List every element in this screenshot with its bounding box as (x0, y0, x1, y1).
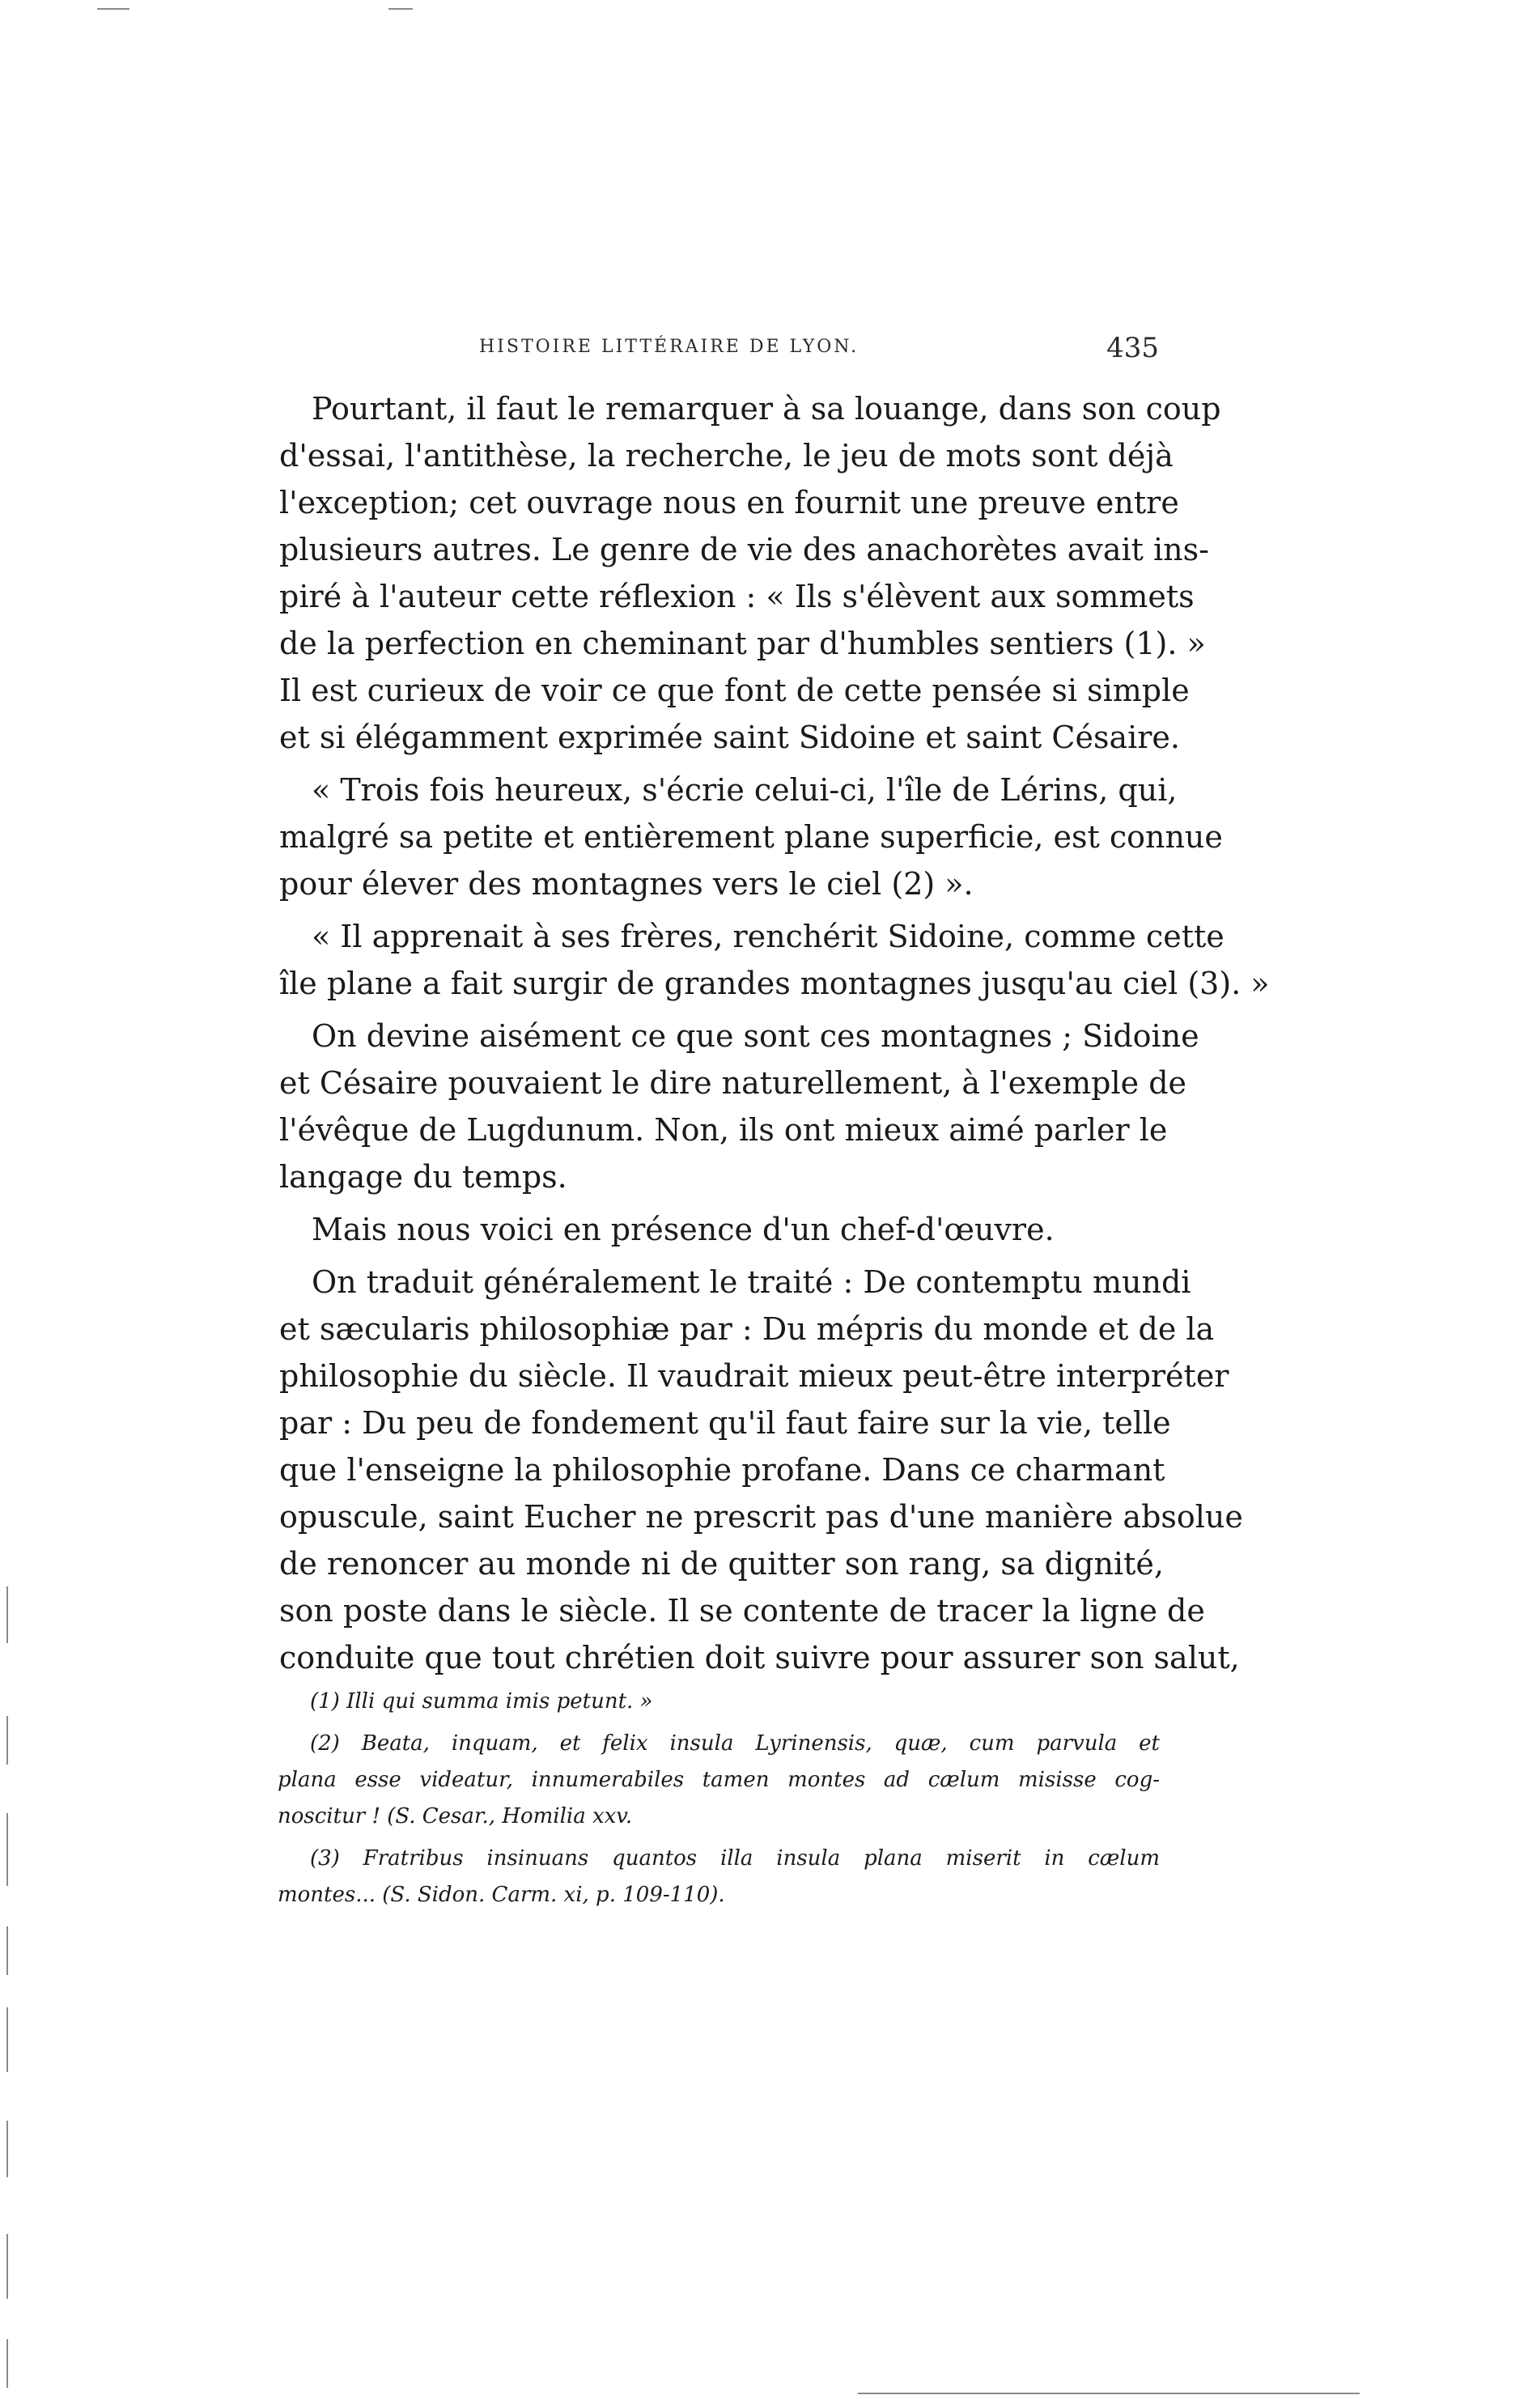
page-header (479, 332, 1159, 372)
text-line: l'exception; cet ouvrage nous en fournit une preuve entre (279, 485, 1179, 520)
scan-edge-mark (858, 2393, 1360, 2394)
footnote-line: (3) Fratribus insinuans quantos illa insula plana miserit in cælum (310, 1846, 1160, 1871)
text-line: île plane a fait surgir de grandes montagnes jusqu'au ciel (3). » (279, 966, 1270, 1001)
text-line: d'essai, l'antithèse, la recherche, le jeu de mots sont déjà (279, 438, 1174, 474)
footnotes (278, 1684, 1160, 1913)
scan-edge-mark (388, 8, 413, 10)
scan-edge-mark (6, 2007, 8, 2072)
text-line: pour élever des montagnes vers le ciel (2) ». (279, 866, 974, 902)
text-line: Mais nous voici en présence d'un chef-d'œuvre. (312, 1212, 1055, 1247)
text-line: malgré sa petite et entièrement plane superficie, est connue (279, 819, 1223, 855)
text-line: l'évêque de Lugdunum. Non, ils ont mieux aimé parler le (279, 1112, 1168, 1148)
text-line: Pourtant, il faut le remarquer à sa louange, dans son coup (312, 391, 1221, 427)
text-line: de renoncer au monde ni de quitter son rang, sa dignité, (279, 1546, 1164, 1582)
footnote-line: montes... (S. Sidon. Carm. xi, p. 109-110). (278, 1883, 725, 1907)
text-line: Il est curieux de voir ce que font de cette pensée si simple (279, 673, 1190, 708)
footnote-line: plana esse videatur, innumerabiles tamen montes ad cælum misisse cog- (278, 1768, 1160, 1792)
footnote-line: (2) Beata, inquam, et felix insula Lyrinensis, quæ, cum parvula et (310, 1731, 1160, 1756)
scan-edge-mark (6, 2121, 8, 2177)
text-line: et sæcularis philosophiæ par : Du mépris du monde et de la (279, 1311, 1215, 1347)
body-text (279, 385, 1270, 1681)
text-line: et si élégamment exprimée saint Sidoine et saint Césaire. (279, 720, 1181, 755)
text-line: philosophie du siècle. Il vaudrait mieux peut-être interpréter (279, 1358, 1229, 1394)
text-line: « Il apprenait à ses frères, renchérit Sidoine, comme cette (312, 919, 1225, 954)
scan-edge-mark (6, 1926, 8, 1975)
text-line: et Césaire pouvaient le dire naturellement, à l'exemple de (279, 1065, 1187, 1101)
text-line: son poste dans le siècle. Il se contente de tracer la ligne de (279, 1593, 1205, 1629)
text-line: de la perfection en cheminant par d'humbles sentiers (1). » (279, 626, 1206, 661)
text-line: par : Du peu de fondement qu'il faut faire sur la vie, telle (279, 1405, 1171, 1441)
text-line: que l'enseigne la philosophie profane. Dans ce charmant (279, 1452, 1165, 1488)
scan-edge-mark (6, 1716, 8, 1765)
footnote-line: (1) Illi qui summa imis petunt. » (310, 1689, 653, 1714)
text-line: piré à l'auteur cette réflexion : « Ils s'élèvent aux sommets (279, 579, 1195, 614)
scan-edge-mark (97, 8, 129, 10)
running-title: HISTOIRE LITTÉRAIRE DE LYON. (479, 337, 860, 357)
text-line: langage du temps. (279, 1159, 567, 1195)
text-line: conduite que tout chrétien doit suivre pour assurer son salut, (279, 1640, 1240, 1675)
footnote-line: noscitur ! (S. Cesar., Homilia xxv. (278, 1804, 633, 1828)
page-number: 435 (1106, 332, 1159, 364)
text-line: On devine aisément ce que sont ces montagnes ; Sidoine (312, 1018, 1199, 1054)
text-line: « Trois fois heureux, s'écrie celui-ci, l'île de Lérins, qui, (312, 772, 1178, 808)
scan-edge-mark (6, 2234, 8, 2299)
text-line: opuscule, saint Eucher ne prescrit pas d'une manière absolue (279, 1499, 1243, 1535)
scan-edge-mark (6, 1813, 8, 1886)
scan-edge-mark (6, 2339, 8, 2388)
text-line: plusieurs autres. Le genre de vie des anachorètes avait ins- (279, 532, 1209, 567)
scan-edge-mark (6, 1586, 8, 1643)
text-line: On traduit généralement le traité : De contemptu mundi (312, 1264, 1191, 1300)
